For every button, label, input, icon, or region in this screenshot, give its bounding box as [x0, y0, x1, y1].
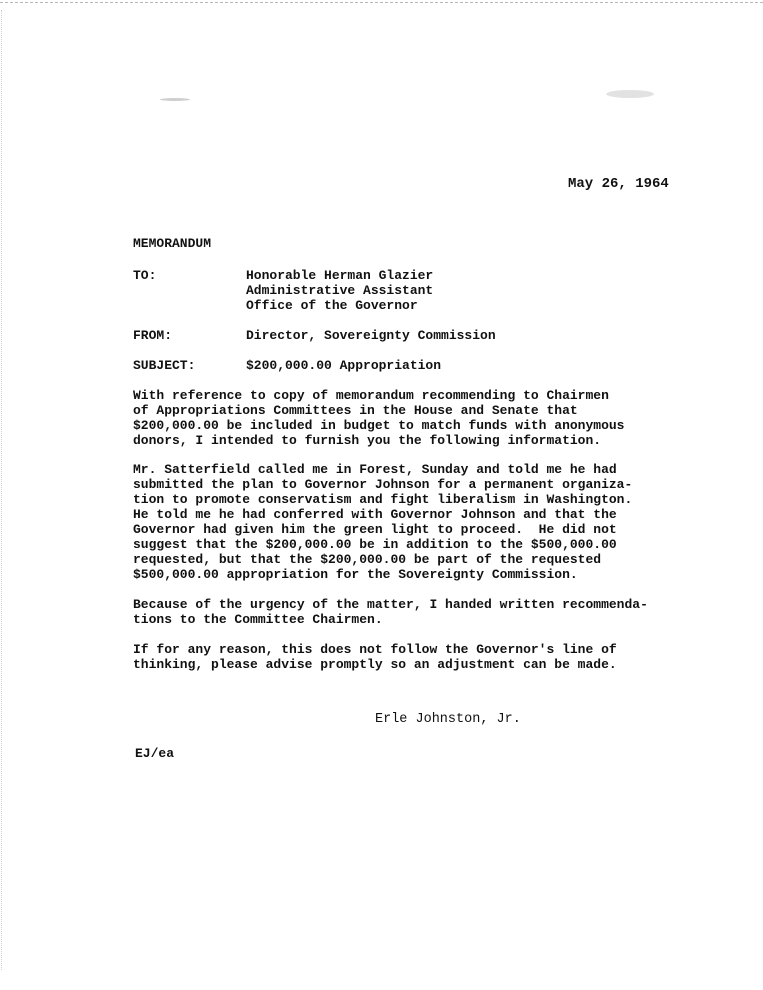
paragraph-line: donors, I intended to furnish you the following information.	[133, 433, 602, 448]
paragraph-line: Mr. Satterfield called me in Forest, Sunday and told me he had	[133, 462, 617, 477]
paragraph-line: $500,000.00 appropriation for the Sovereignty Commission.	[133, 567, 578, 582]
scan-left-edge	[1, 10, 2, 970]
paragraph-line: tion to promote conservatism and fight liberalism in Washington.	[133, 492, 633, 507]
from-value: Director, Sovereignty Commission	[246, 328, 496, 343]
paragraph-line: thinking, please advise promptly so an adjustment can be made.	[133, 657, 617, 672]
paragraph-line: tions to the Committee Chairmen.	[133, 612, 383, 627]
scan-speck	[160, 98, 190, 101]
paragraph-2	[133, 462, 653, 582]
paragraph-line: of Appropriations Committees in the House and Senate that	[133, 403, 578, 418]
paragraph-line: He told me he had conferred with Governor Johnson and that the	[133, 507, 617, 522]
paragraph-line: If for any reason, this does not follow the Governor's line of	[133, 642, 617, 657]
signature-name: Erle Johnston, Jr.	[375, 712, 521, 727]
paragraph-line: Because of the urgency of the matter, I handed written recommenda-	[133, 597, 648, 612]
paragraph-1	[133, 388, 653, 448]
paragraph-line: suggest that the $200,000.00 be in addition to the $500,000.00	[133, 537, 617, 552]
to-line-name: Honorable Herman Glazier	[246, 268, 434, 283]
to-line-office: Office of the Governor	[246, 298, 418, 313]
paragraph-line: With reference to copy of memorandum recommending to Chairmen	[133, 388, 609, 403]
scan-top-edge	[0, 2, 763, 3]
from-label: FROM:	[133, 328, 173, 343]
to-line-title: Administrative Assistant	[246, 283, 434, 298]
paragraph-line: submitted the plan to Governor Johnson for a permanent organiza-	[133, 477, 633, 492]
paragraph-line: Governor had given him the green light to proceed. He did not	[133, 522, 617, 537]
paragraph-3	[133, 597, 653, 627]
subject-value: $200,000.00 Appropriation	[246, 358, 442, 373]
paragraph-4	[133, 642, 653, 672]
paragraph-line: $200,000.00 be included in budget to match funds with anonymous	[133, 418, 625, 433]
memo-date: May 26, 1964	[568, 176, 669, 192]
typist-initials: EJ/ea	[135, 746, 175, 761]
scan-speck	[606, 90, 654, 98]
memo-heading: MEMORANDUM	[133, 236, 212, 251]
to-label: TO:	[133, 268, 157, 283]
subject-label: SUBJECT:	[133, 358, 196, 373]
paragraph-line: requested, but that the $200,000.00 be part of the requested	[133, 552, 602, 567]
